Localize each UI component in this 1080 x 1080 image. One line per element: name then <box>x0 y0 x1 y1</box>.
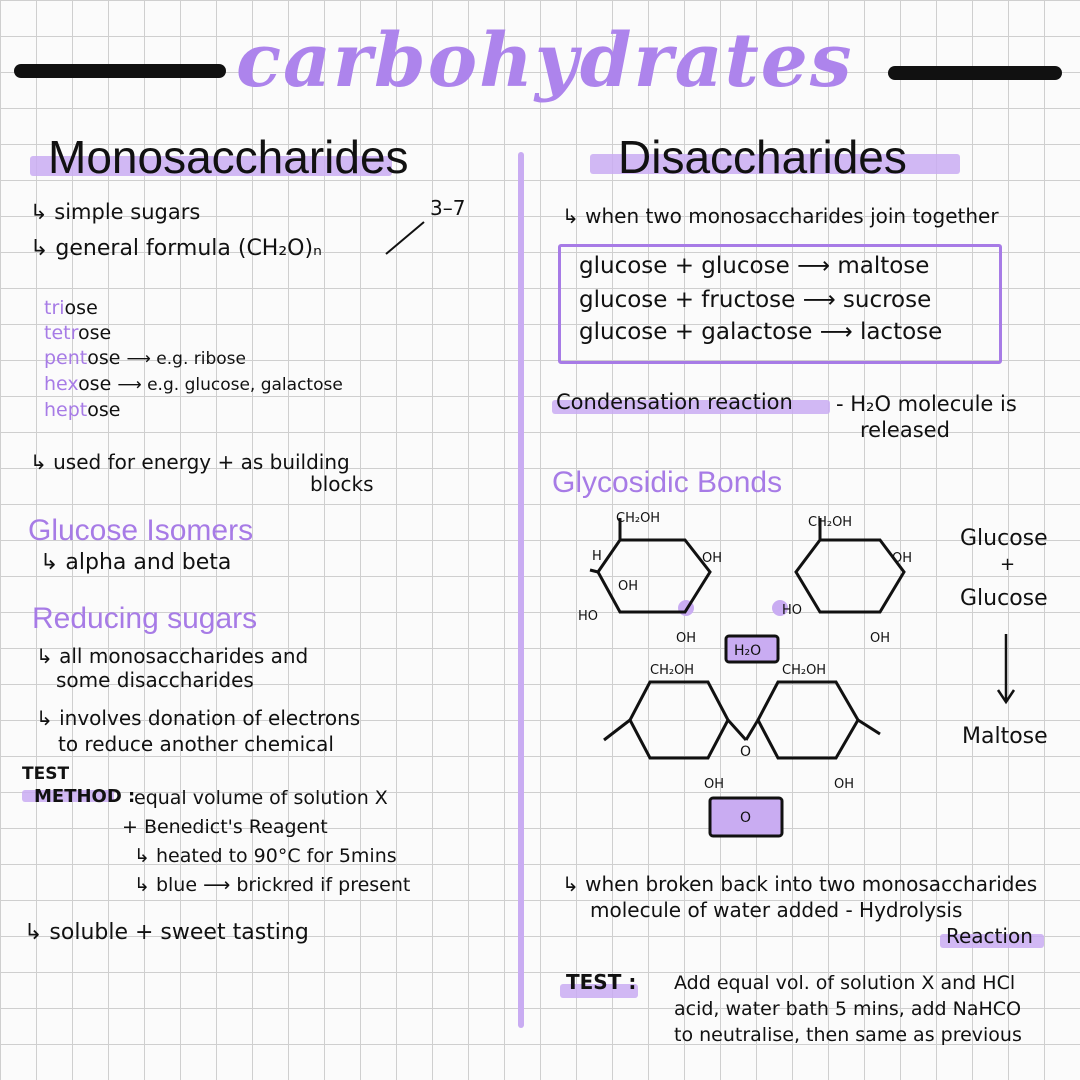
highlight-marks <box>678 600 788 616</box>
glucose-isomers-text: ↳ alpha and beta <box>40 550 232 575</box>
energy-text-line2: blocks <box>310 472 374 496</box>
ho-label: HO <box>782 603 803 618</box>
disaccharides-intro: ↳ when two monosaccharides join together <box>562 204 999 228</box>
glycosidic-bonds-heading: Glycosidic Bonds <box>552 466 783 499</box>
prefix-row <box>44 346 343 372</box>
formula-range: 3–7 <box>430 196 466 220</box>
method-label: METHOD : <box>34 786 136 807</box>
method-line: + Benedict's Reagent <box>122 816 328 838</box>
side-glucose-1: Glucose <box>960 526 1048 551</box>
o-label: O <box>740 744 752 760</box>
reaction-row: glucose + fructose ⟶ sucrose <box>579 287 932 313</box>
prefix-suffix: ose <box>87 399 121 421</box>
method-lines <box>122 784 411 900</box>
prefix: hept <box>44 399 88 421</box>
reducing-sugars-heading: Reducing sugars <box>32 602 258 635</box>
o-label: O <box>740 810 752 826</box>
oh-label: OH <box>704 777 725 792</box>
right-test-lines <box>674 970 1022 1048</box>
monosaccharides-heading: Monosaccharides <box>48 131 409 183</box>
prefix-row <box>44 296 343 321</box>
oh-label: OH <box>702 551 723 566</box>
title-bar-left <box>14 64 226 78</box>
prefix-list <box>44 296 343 423</box>
prefix: hex <box>44 373 79 395</box>
simple-sugars-text: ↳ simple sugars <box>30 200 201 224</box>
water-label: H₂O <box>734 643 762 659</box>
test-line: to neutralise, then same as previous <box>674 1024 1022 1046</box>
prefix-suffix: ose <box>87 347 121 369</box>
prefix-suffix: ose <box>64 297 98 319</box>
condensation-text-1: - H₂O molecule is <box>836 392 1017 416</box>
disaccharides-heading: Disaccharides <box>618 131 907 183</box>
hydrolysis-text-1: ↳ when broken back into two monosaccharides <box>562 872 1038 896</box>
ch2oh-label: CH₂OH <box>616 511 661 526</box>
prefix: tetr <box>44 322 78 344</box>
reactions-box <box>558 244 1002 364</box>
oh-label: OH <box>892 551 913 566</box>
oh-label: OH <box>834 777 855 792</box>
prefix-row <box>44 321 343 346</box>
hydrolysis-text-3: Reaction <box>946 924 1033 948</box>
oh-label: OH <box>870 631 891 646</box>
reducing-text-2a: ↳ involves donation of electrons <box>36 706 361 730</box>
reducing-text-2b: to reduce another chemical <box>58 732 334 756</box>
general-formula-text: ↳ general formula (CH₂O)ₙ <box>30 236 322 261</box>
prefix-suffix: ose <box>77 322 112 344</box>
ch2oh-label: CH₂OH <box>650 663 695 678</box>
prefix-example: ⟶ e.g. glucose, galactose <box>117 375 343 395</box>
h-label: H <box>592 549 602 564</box>
prefix-row <box>44 372 343 398</box>
prefix: tri <box>44 297 65 319</box>
reducing-text-1a: ↳ all monosaccharides and <box>36 644 309 668</box>
reaction-row: glucose + glucose ⟶ maltose <box>579 253 930 279</box>
hydrolysis-text-2: molecule of water added - Hydrolysis <box>590 898 963 922</box>
method-line: ↳ heated to 90°C for 5mins <box>134 845 397 867</box>
prefix: pent <box>44 347 88 369</box>
condensation-label: Condensation reaction <box>556 390 793 414</box>
method-line: equal volume of solution X <box>134 787 388 809</box>
soluble-text: ↳ soluble + sweet tasting <box>24 920 309 945</box>
method-line: ↳ blue ⟶ brickred if present <box>134 874 411 896</box>
ho-label: HO <box>578 609 599 624</box>
glucose-ring-right <box>796 518 904 612</box>
title-bar-right <box>888 66 1062 80</box>
condensation-text-2: released <box>860 418 950 442</box>
glucose-ring-left <box>590 518 710 612</box>
right-test-label: TEST : <box>566 970 637 994</box>
test-label: TEST <box>22 764 70 784</box>
oh-label: OH <box>618 579 639 594</box>
prefix-example: ⟶ e.g. ribose <box>126 349 246 369</box>
reaction-row: glucose + galactose ⟶ lactose <box>579 319 943 345</box>
side-glucose-2: Glucose <box>960 586 1048 611</box>
side-plus: + <box>1000 554 1016 575</box>
test-line: acid, water bath 5 mins, add NaHCO <box>674 998 1022 1020</box>
prefix-suffix: ose <box>78 373 112 395</box>
ch2oh-label: CH₂OH <box>782 663 827 678</box>
test-line: Add equal vol. of solution X and HCl <box>674 972 1016 994</box>
glycosidic-bond-diagram <box>570 500 930 840</box>
page-title: carbohydrates <box>236 18 854 104</box>
oh-label: OH <box>676 631 697 646</box>
energy-text-line1: ↳ used for energy + as building <box>30 450 350 474</box>
reducing-text-1b: some disaccharides <box>56 668 254 692</box>
ch2oh-label: CH₂OH <box>808 515 853 530</box>
side-maltose: Maltose <box>962 724 1048 749</box>
reaction-down-arrow <box>994 630 1018 710</box>
prefix-row <box>44 398 343 423</box>
glucose-isomers-heading: Glucose Isomers <box>28 514 254 547</box>
column-divider <box>518 152 524 1028</box>
